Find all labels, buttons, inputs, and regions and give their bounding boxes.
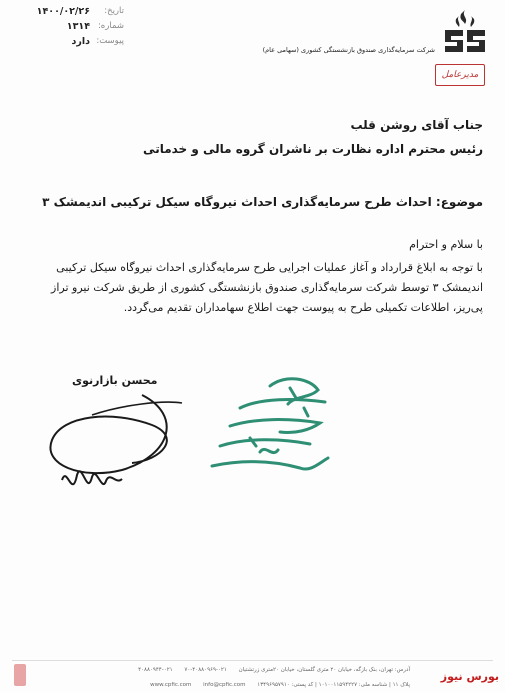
letter-subject: موضوع: احداث طرح سرمایه‌گذاری احداث نیروگاه سیکل ترکیبی اندیمشک ۳	[42, 195, 483, 209]
company-name: شرکت سرمایه‌گذاری صندوق بازنشستگی کشوری (سهامی عام)	[262, 46, 435, 54]
footer-phone-1: ۰۲۱-۴۰۸۸۰۹۶۹-۷۰	[184, 667, 227, 673]
attachment-value: دارد	[71, 36, 90, 47]
addressee-name: جناب آقای روشن قلب	[350, 118, 483, 132]
footer-website: www.cpfic.com	[150, 682, 192, 688]
company-logo-icon	[439, 8, 491, 58]
ceo-stamp: مدیرعامل	[435, 64, 485, 86]
letter-greeting: با سلام و احترام	[409, 238, 483, 251]
addressee-title: رئیس محترم اداره نظارت بر ناشران گروه مالی و خدماتی	[143, 142, 483, 156]
footer-address: آدرس: تهران، بنک بازگه، خیابان ۲۰ متری گلستان، خیابان ۲۰متری زرتشتیان	[238, 667, 410, 673]
footer-divider	[12, 660, 493, 661]
meta-date-row	[4, 6, 124, 21]
date-label: تاریخ:	[104, 6, 124, 16]
meta-attachment-row	[4, 36, 124, 51]
footer-email: info@cpfic.com	[203, 682, 246, 688]
handwritten-signature-icon	[32, 385, 192, 505]
meta-number-row	[4, 21, 124, 36]
letter-meta	[4, 6, 124, 51]
footer-phone-2: ۰۲۱-۴۰۸۸۰۹۴۴	[138, 667, 173, 673]
footer-contacts-row1	[80, 667, 410, 673]
attachment-label: پیوست:	[96, 36, 124, 46]
footer-badge-icon	[14, 664, 26, 686]
number-value: ۱۳۱۴	[66, 21, 90, 32]
company-seal-icon	[200, 368, 345, 486]
number-label: شماره:	[97, 21, 124, 31]
letter-body: با توجه به ابلاغ قرارداد و آغاز عملیات اجرایی طرح سرمایه‌گذاری احداث نیروگاه سیکل ترکیبی اندیمشک ۳ توسط شرکت سرمایه‌گذاری صندوق بازنشستگی کشوری از طریق شرکت نیرو تراز پی‌ریز، اطلاعات تکمیلی طرح به پیوست جهت اطلاع سهامداران تقدیم می‌گردد.	[51, 261, 483, 314]
signer-name: محسن بازارنوی	[72, 374, 158, 387]
footer-contacts-row2	[80, 682, 410, 688]
company-logo-block	[262, 8, 491, 88]
footer-postal: پلاک ۱۱ | شناسه ملی: ۱۰۱۰۰۱۱۵۹۴۲۲۷ | کد پستی: ۱۳۴۹۶۹۵۷۹۱۰	[257, 682, 410, 688]
bourse-news-brand: بورس نیوز	[440, 670, 499, 683]
date-value: ۱۴۰۰/۰۲/۲۶	[36, 6, 90, 17]
